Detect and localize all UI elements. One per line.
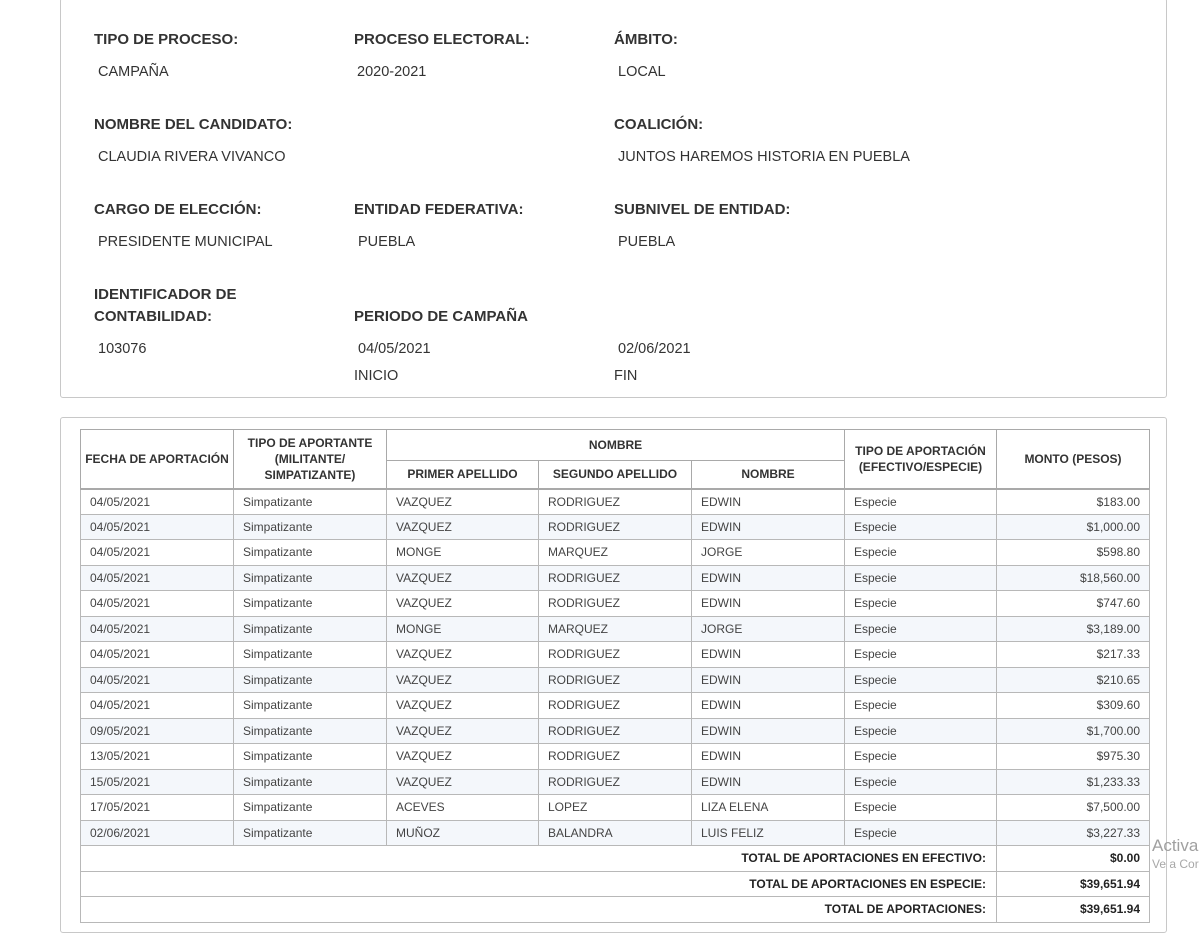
total-value: $39,651.94 [997, 871, 1150, 897]
cell-fecha: 04/05/2021 [81, 489, 234, 515]
cell-tipo-aportacion: Especie [845, 693, 997, 719]
cell-segundo-apellido: RODRIGUEZ [539, 667, 692, 693]
identificador-label-line2: CONTABILIDAD: [94, 308, 213, 325]
table-row [81, 616, 1150, 642]
cell-fecha: 04/05/2021 [81, 540, 234, 566]
header-nombre: NOMBRE [692, 461, 845, 489]
cell-tipo-aportacion: Especie [845, 642, 997, 668]
total-value: $0.00 [997, 846, 1150, 872]
cell-segundo-apellido: LOPEZ [539, 795, 692, 821]
cell-tipo-aportante: Simpatizante [234, 565, 387, 591]
cell-primer-apellido: MONGE [387, 616, 539, 642]
cell-nombre: JORGE [692, 540, 845, 566]
table-header [81, 430, 1150, 489]
table-row [81, 565, 1150, 591]
cell-primer-apellido: VAZQUEZ [387, 744, 539, 770]
table-body [81, 489, 1150, 923]
cell-tipo-aportacion: Especie [845, 795, 997, 821]
cell-segundo-apellido: RODRIGUEZ [539, 693, 692, 719]
cell-nombre: EDWIN [692, 565, 845, 591]
cell-tipo-aportante: Simpatizante [234, 489, 387, 515]
periodo-inicio-label: INICIO [354, 368, 399, 384]
cell-nombre: JORGE [692, 616, 845, 642]
activation-watermark-title: Activa [1152, 836, 1199, 855]
table-row [81, 489, 1150, 515]
cell-nombre: EDWIN [692, 693, 845, 719]
cell-segundo-apellido: RODRIGUEZ [539, 718, 692, 744]
subnivel-label: SUBNIVEL DE ENTIDAD: [614, 201, 791, 218]
header-segundo-apellido: SEGUNDO APELLIDO [539, 461, 692, 489]
header-tipo-aportacion: TIPO DE APORTACIÓN (EFECTIVO/ESPECIE) [845, 430, 997, 489]
candidato-label: NOMBRE DEL CANDIDATO: [94, 116, 293, 133]
table-row [81, 693, 1150, 719]
periodo-fin-label: FIN [614, 368, 638, 384]
cell-monto: $7,500.00 [997, 795, 1150, 821]
cell-segundo-apellido: RODRIGUEZ [539, 769, 692, 795]
cell-monto: $598.80 [997, 540, 1150, 566]
cell-monto: $1,233.33 [997, 769, 1150, 795]
cell-monto: $183.00 [997, 489, 1150, 515]
contributions-card [60, 417, 1167, 933]
cell-primer-apellido: ACEVES [387, 795, 539, 821]
cell-fecha: 15/05/2021 [81, 769, 234, 795]
cell-segundo-apellido: RODRIGUEZ [539, 489, 692, 515]
cell-tipo-aportacion: Especie [845, 565, 997, 591]
cell-segundo-apellido: RODRIGUEZ [539, 642, 692, 668]
total-label: TOTAL DE APORTACIONES: [81, 897, 997, 923]
cell-tipo-aportacion: Especie [845, 667, 997, 693]
tipo-proceso-value: CAMPAÑA [98, 64, 169, 80]
cell-monto: $217.33 [997, 642, 1150, 668]
cell-primer-apellido: MUÑOZ [387, 820, 539, 846]
cell-tipo-aportante: Simpatizante [234, 540, 387, 566]
cell-tipo-aportante: Simpatizante [234, 667, 387, 693]
cell-segundo-apellido: RODRIGUEZ [539, 565, 692, 591]
cell-fecha: 13/05/2021 [81, 744, 234, 770]
cell-fecha: 04/05/2021 [81, 514, 234, 540]
cell-monto: $3,189.00 [997, 616, 1150, 642]
cell-monto: $975.30 [997, 744, 1150, 770]
cell-tipo-aportante: Simpatizante [234, 514, 387, 540]
coalicion-label: COALICIÓN: [614, 116, 704, 133]
cell-tipo-aportacion: Especie [845, 718, 997, 744]
activation-watermark-subtitle: Ve a Cor [1152, 857, 1199, 871]
identificador-value: 103076 [98, 341, 147, 357]
cell-nombre: LUIS FELIZ [692, 820, 845, 846]
cell-segundo-apellido: RODRIGUEZ [539, 744, 692, 770]
tipo-proceso-label: TIPO DE PROCESO: [94, 31, 239, 48]
cell-segundo-apellido: BALANDRA [539, 820, 692, 846]
cell-fecha: 04/05/2021 [81, 667, 234, 693]
cell-nombre: EDWIN [692, 667, 845, 693]
entidad-label: ENTIDAD FEDERATIVA: [354, 201, 524, 218]
cell-primer-apellido: VAZQUEZ [387, 514, 539, 540]
cell-tipo-aportante: Simpatizante [234, 591, 387, 617]
proceso-electoral-label: PROCESO ELECTORAL: [354, 31, 530, 48]
contributions-table [80, 429, 1150, 923]
total-row [81, 871, 1150, 897]
cell-monto: $747.60 [997, 591, 1150, 617]
cell-primer-apellido: MONGE [387, 540, 539, 566]
cargo-label: CARGO DE ELECCIÓN: [94, 201, 262, 218]
table-row [81, 591, 1150, 617]
cell-tipo-aportacion: Especie [845, 591, 997, 617]
periodo-label: PERIODO DE CAMPAÑA [354, 308, 528, 325]
total-label: TOTAL DE APORTACIONES EN ESPECIE: [81, 871, 997, 897]
cell-segundo-apellido: RODRIGUEZ [539, 514, 692, 540]
cell-tipo-aportante: Simpatizante [234, 744, 387, 770]
candidato-value: CLAUDIA RIVERA VIVANCO [98, 149, 286, 165]
cell-fecha: 04/05/2021 [81, 693, 234, 719]
cell-nombre: EDWIN [692, 489, 845, 515]
cell-tipo-aportacion: Especie [845, 744, 997, 770]
total-row [81, 897, 1150, 923]
header-fecha: FECHA DE APORTACIÓN [81, 430, 234, 489]
identificador-label-line1: IDENTIFICADOR DE [94, 286, 237, 303]
cell-nombre: LIZA ELENA [692, 795, 845, 821]
cell-fecha: 04/05/2021 [81, 565, 234, 591]
cell-segundo-apellido: RODRIGUEZ [539, 591, 692, 617]
cell-primer-apellido: VAZQUEZ [387, 718, 539, 744]
cell-primer-apellido: VAZQUEZ [387, 769, 539, 795]
table-row [81, 667, 1150, 693]
cell-fecha: 04/05/2021 [81, 642, 234, 668]
cell-primer-apellido: VAZQUEZ [387, 591, 539, 617]
periodo-fin-value: 02/06/2021 [618, 341, 691, 357]
cell-primer-apellido: VAZQUEZ [387, 693, 539, 719]
cell-monto: $210.65 [997, 667, 1150, 693]
table-row [81, 642, 1150, 668]
cell-nombre: EDWIN [692, 769, 845, 795]
cell-tipo-aportante: Simpatizante [234, 693, 387, 719]
cell-tipo-aportante: Simpatizante [234, 820, 387, 846]
cell-nombre: EDWIN [692, 591, 845, 617]
cell-primer-apellido: VAZQUEZ [387, 642, 539, 668]
cell-fecha: 02/06/2021 [81, 820, 234, 846]
cell-segundo-apellido: MARQUEZ [539, 540, 692, 566]
cell-tipo-aportante: Simpatizante [234, 718, 387, 744]
cell-tipo-aportacion: Especie [845, 489, 997, 515]
subnivel-value: PUEBLA [618, 234, 676, 250]
cell-fecha: 09/05/2021 [81, 718, 234, 744]
cell-monto: $1,000.00 [997, 514, 1150, 540]
header-monto: MONTO (PESOS) [997, 430, 1150, 489]
cell-nombre: EDWIN [692, 718, 845, 744]
cell-tipo-aportante: Simpatizante [234, 642, 387, 668]
cell-primer-apellido: VAZQUEZ [387, 489, 539, 515]
cell-monto: $309.60 [997, 693, 1150, 719]
table-row [81, 820, 1150, 846]
cell-tipo-aportacion: Especie [845, 616, 997, 642]
cargo-value: PRESIDENTE MUNICIPAL [98, 234, 273, 250]
table-row [81, 769, 1150, 795]
cell-tipo-aportante: Simpatizante [234, 616, 387, 642]
table-row [81, 795, 1150, 821]
cell-tipo-aportacion: Especie [845, 769, 997, 795]
candidate-info-card [60, 0, 1167, 398]
cell-tipo-aportacion: Especie [845, 540, 997, 566]
cell-fecha: 04/05/2021 [81, 616, 234, 642]
cell-fecha: 04/05/2021 [81, 591, 234, 617]
table-row [81, 540, 1150, 566]
cell-monto: $1,700.00 [997, 718, 1150, 744]
cell-tipo-aportante: Simpatizante [234, 769, 387, 795]
entidad-value: PUEBLA [358, 234, 416, 250]
cell-primer-apellido: VAZQUEZ [387, 565, 539, 591]
total-value: $39,651.94 [997, 897, 1150, 923]
cell-tipo-aportacion: Especie [845, 820, 997, 846]
header-nombre-group: NOMBRE [387, 430, 845, 461]
cell-fecha: 17/05/2021 [81, 795, 234, 821]
cell-nombre: EDWIN [692, 642, 845, 668]
cell-nombre: EDWIN [692, 744, 845, 770]
total-label: TOTAL DE APORTACIONES EN EFECTIVO: [81, 846, 997, 872]
cell-tipo-aportante: Simpatizante [234, 795, 387, 821]
cell-segundo-apellido: MARQUEZ [539, 616, 692, 642]
table-row [81, 514, 1150, 540]
cell-monto: $18,560.00 [997, 565, 1150, 591]
total-row [81, 846, 1150, 872]
cell-tipo-aportacion: Especie [845, 514, 997, 540]
cell-monto: $3,227.33 [997, 820, 1150, 846]
ambito-label: ÁMBITO: [614, 31, 678, 48]
ambito-value: LOCAL [618, 64, 666, 80]
table-row [81, 744, 1150, 770]
proceso-electoral-value: 2020-2021 [357, 64, 427, 80]
cell-primer-apellido: VAZQUEZ [387, 667, 539, 693]
header-primer-apellido: PRIMER APELLIDO [387, 461, 539, 489]
table-row [81, 718, 1150, 744]
header-tipo-aportante: TIPO DE APORTANTE (MILITANTE/ SIMPATIZANTE) [234, 430, 387, 489]
coalicion-value: JUNTOS HAREMOS HISTORIA EN PUEBLA [618, 149, 910, 165]
periodo-inicio-value: 04/05/2021 [358, 341, 431, 357]
cell-nombre: EDWIN [692, 514, 845, 540]
